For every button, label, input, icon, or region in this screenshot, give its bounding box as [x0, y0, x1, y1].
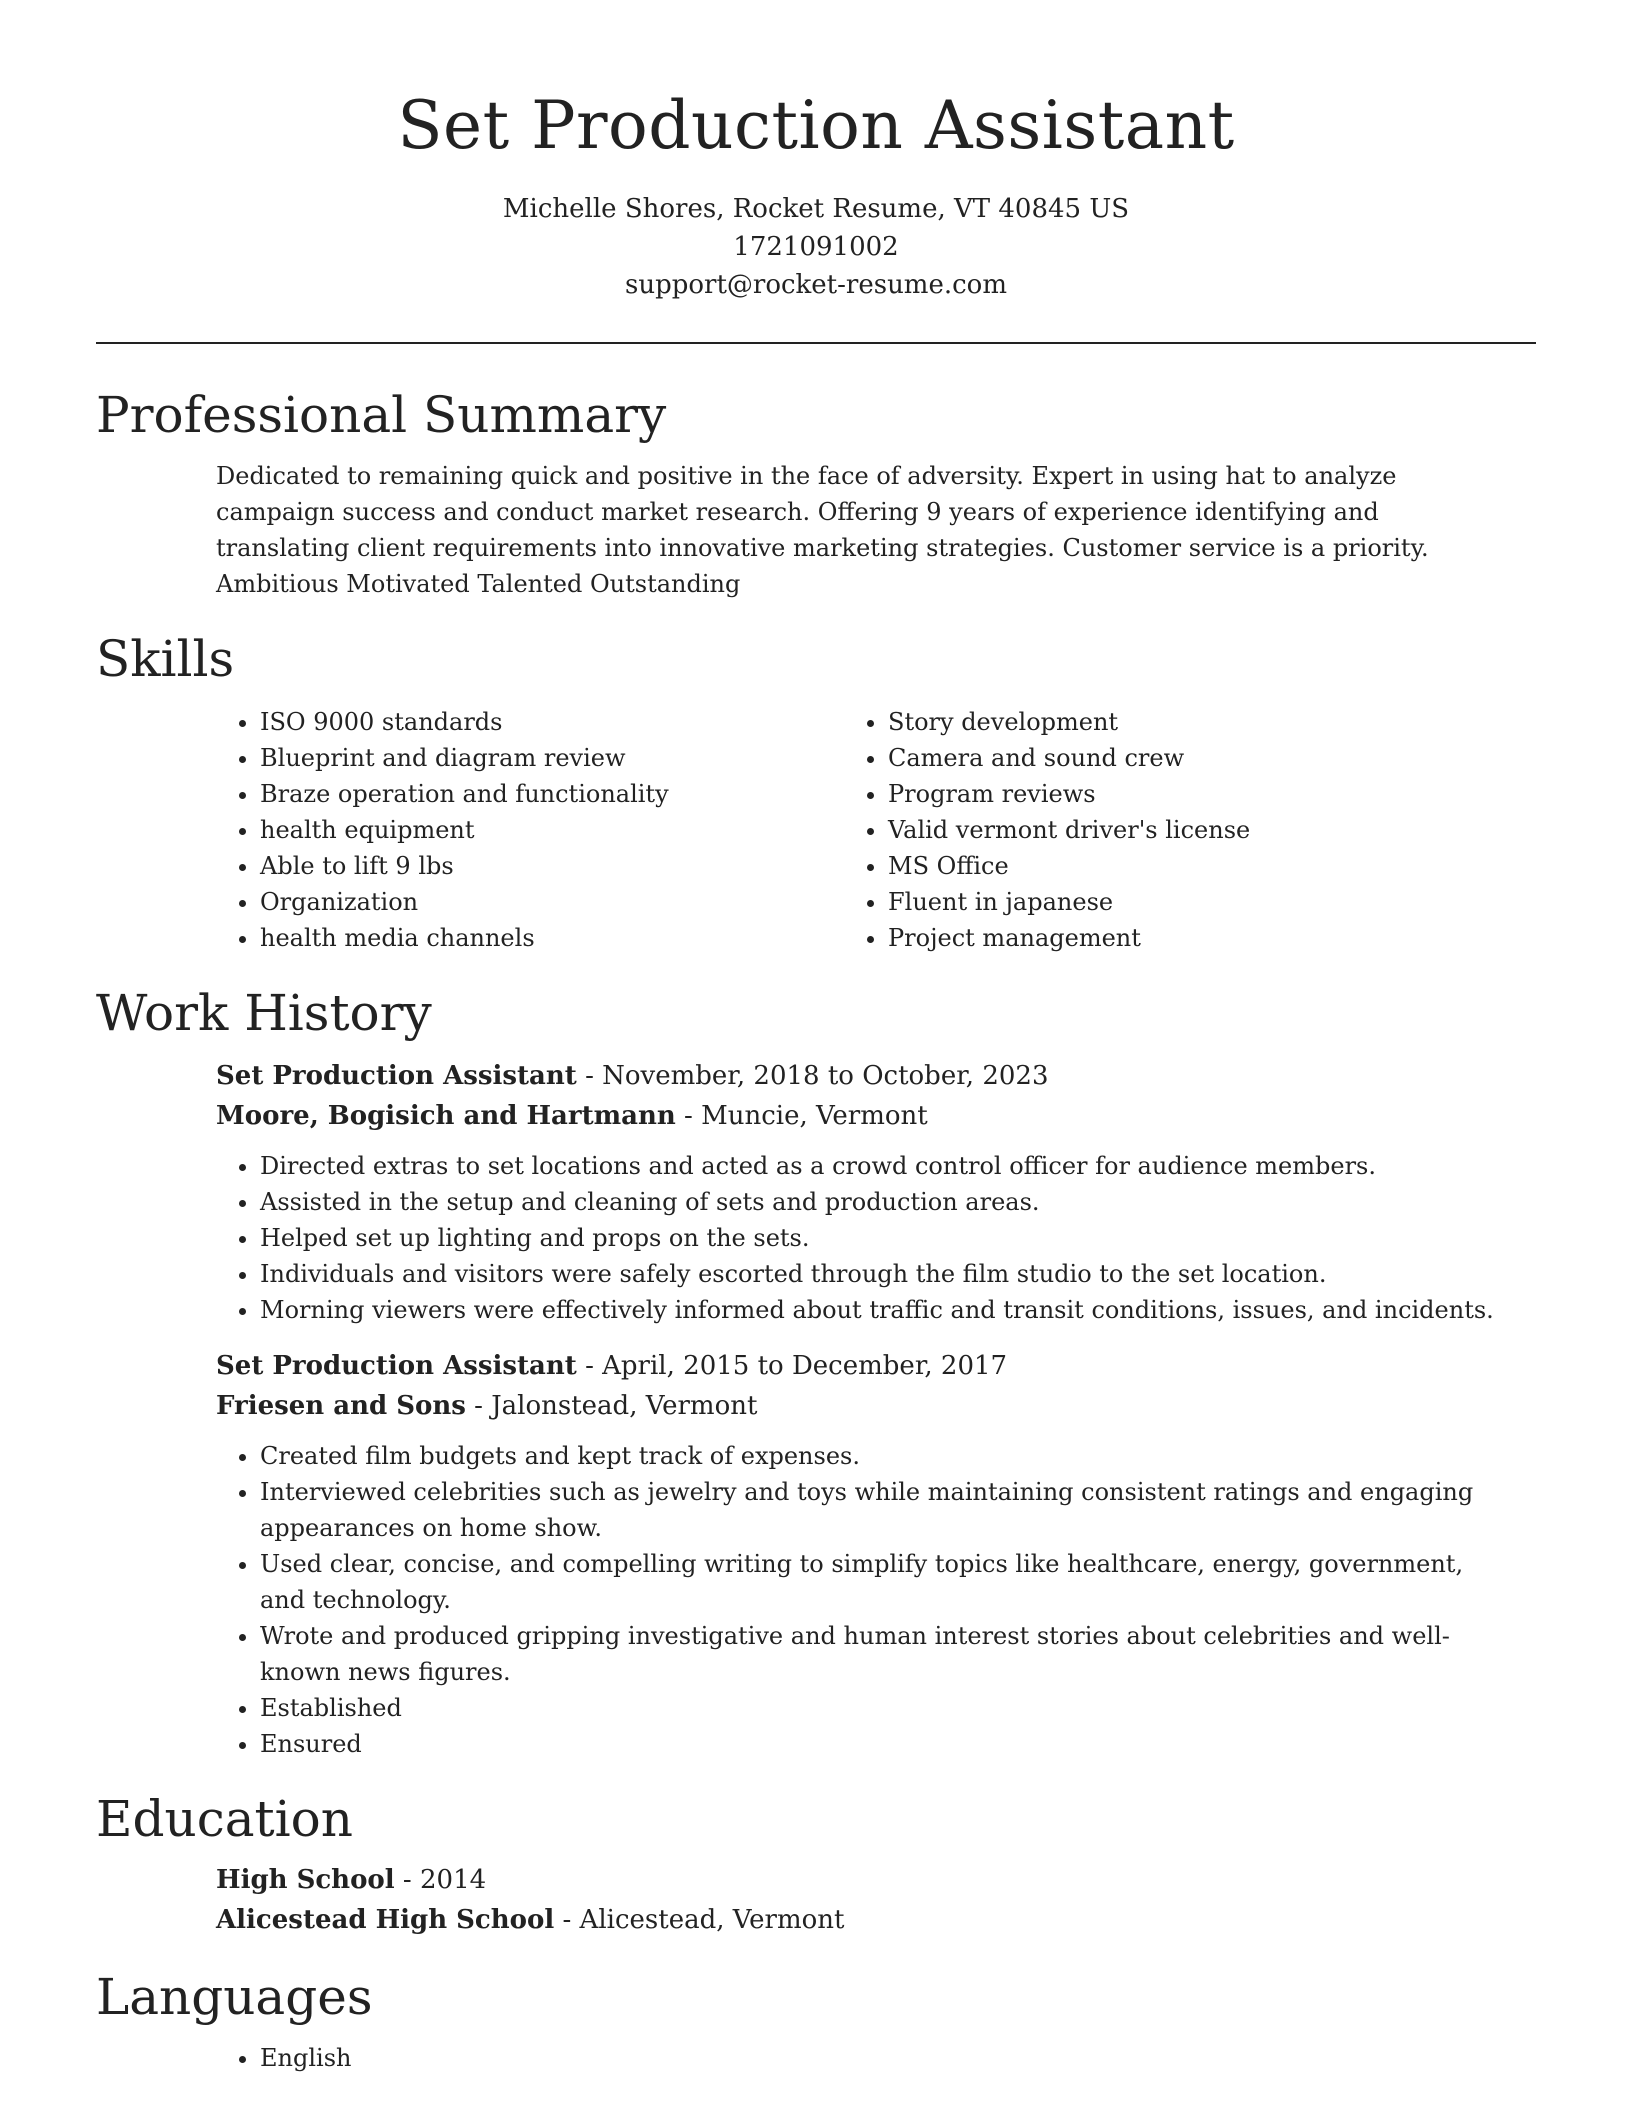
summary-section [96, 384, 1536, 602]
job-bullets [96, 1148, 1536, 1328]
education-section [96, 1788, 1536, 1940]
summary-heading: Professional Summary [96, 386, 667, 444]
job-company-line: Friesen and Sons - Jalonstead, Vermont [216, 1391, 758, 1421]
job-title-line: Set Production Assistant - April, 2015 to December, 2017 [216, 1351, 1008, 1381]
job-company: Friesen and Sons [216, 1391, 466, 1421]
resume-title: Set Production Assistant [397, 87, 1235, 164]
list-item: • MS Office [888, 848, 1250, 884]
list-item: • Organization [260, 884, 746, 920]
list-item: • Wrote and produced gripping investigative and human interest stories about celebrities and well-known news figures. [260, 1618, 1496, 1690]
education-school-line: Alicestead High School - Alicestead, Vermont [216, 1905, 845, 1935]
list-item: • Braze operation and functionality [260, 776, 746, 812]
list-item: • Helped set up lighting and props on the sets. [260, 1220, 1536, 1256]
list-item: • Fluent in japanese [888, 884, 1250, 920]
job-bullets [96, 1438, 1536, 1762]
job-dates: April, 2015 to December, 2017 [602, 1351, 1008, 1381]
list-item: • health media channels [260, 920, 746, 956]
contact-phone: 1721091002 [733, 232, 899, 262]
job-entry [96, 1346, 1536, 1762]
list-item: • Project management [888, 920, 1250, 956]
languages-list [96, 2040, 1536, 2076]
list-item: • health equipment [260, 812, 746, 848]
resume-header [96, 0, 1536, 344]
education-degree-line: High School - 2014 [216, 1865, 487, 1895]
list-item: • Individuals and visitors were safely escorted through the film studio to the set location. [260, 1256, 1536, 1292]
education-year: 2014 [419, 1865, 487, 1895]
summary-text: Dedicated to remaining quick and positive in the face of adversity. Expert in using hat to analyze campaign success and conduct market research. Offering 9 years of experience identifying and translating client requirements into innovative marketing strategies. Customer service is a priority. Ambitious Motivated Talented Outstanding [216, 462, 1429, 598]
list-item: • Camera and sound crew [888, 740, 1250, 776]
list-item: • Assisted in the setup and cleaning of sets and production areas. [260, 1184, 1536, 1220]
list-item: • Story development [888, 704, 1250, 740]
list-item: • Program reviews [888, 776, 1250, 812]
job-title: Set Production Assistant [216, 1351, 577, 1381]
job-location: Muncie, Vermont [701, 1101, 928, 1131]
list-item: • ISO 9000 standards [260, 704, 746, 740]
education-location: Alicestead, Vermont [579, 1905, 845, 1935]
contact-block [96, 190, 1536, 304]
list-item: • English [260, 2040, 1536, 2076]
list-item: • Created film budgets and kept track of expenses. [260, 1438, 1496, 1474]
list-item: • Blueprint and diagram review [260, 740, 746, 776]
education-heading: Education [96, 1790, 353, 1848]
skills-columns [96, 704, 1536, 956]
list-item: • Ensured [260, 1726, 1496, 1762]
job-location: Jalonstead, Vermont [491, 1391, 758, 1421]
list-item: • Able to lift 9 lbs [260, 848, 746, 884]
list-item: • Used clear, concise, and compelling writing to simplify topics like healthcare, energy, government, and technology. [260, 1546, 1496, 1618]
list-item: • Valid vermont driver's license [888, 812, 1250, 848]
job-company: Moore, Bogisich and Hartmann [216, 1101, 676, 1131]
job-title: Set Production Assistant [216, 1061, 577, 1091]
skills-section [96, 628, 1536, 956]
contact-email: support@rocket-resume.com [624, 270, 1007, 300]
education-school: Alicestead High School [216, 1905, 555, 1935]
list-item: • Interviewed celebrities such as jewelry and toys while maintaining consistent ratings and engaging appearances on home show. [260, 1474, 1496, 1546]
languages-heading: Languages [96, 1968, 373, 2026]
work-heading: Work History [96, 984, 432, 1042]
job-entry [96, 1056, 1536, 1328]
job-dates: November, 2018 to October, 2023 [602, 1061, 1049, 1091]
skills-heading: Skills [96, 630, 235, 688]
job-company-line: Moore, Bogisich and Hartmann - Muncie, Vermont [216, 1101, 928, 1131]
skills-list-left [96, 704, 746, 956]
header-divider [96, 342, 1536, 344]
list-item: • Directed extras to set locations and acted as a crowd control officer for audience members. [260, 1148, 1536, 1184]
languages-section [96, 1966, 1536, 2076]
list-item: • Established [260, 1690, 1496, 1726]
contact-address: Michelle Shores, Rocket Resume, VT 40845 US [502, 194, 1130, 224]
job-title-line: Set Production Assistant - November, 2018 to October, 2023 [216, 1061, 1049, 1091]
education-degree: High School [216, 1865, 395, 1895]
resume-page [96, 0, 1536, 2076]
skills-list-right [746, 704, 1250, 956]
work-section [96, 982, 1536, 1762]
list-item: • Morning viewers were effectively informed about traffic and transit conditions, issues, and incidents. [260, 1292, 1536, 1328]
